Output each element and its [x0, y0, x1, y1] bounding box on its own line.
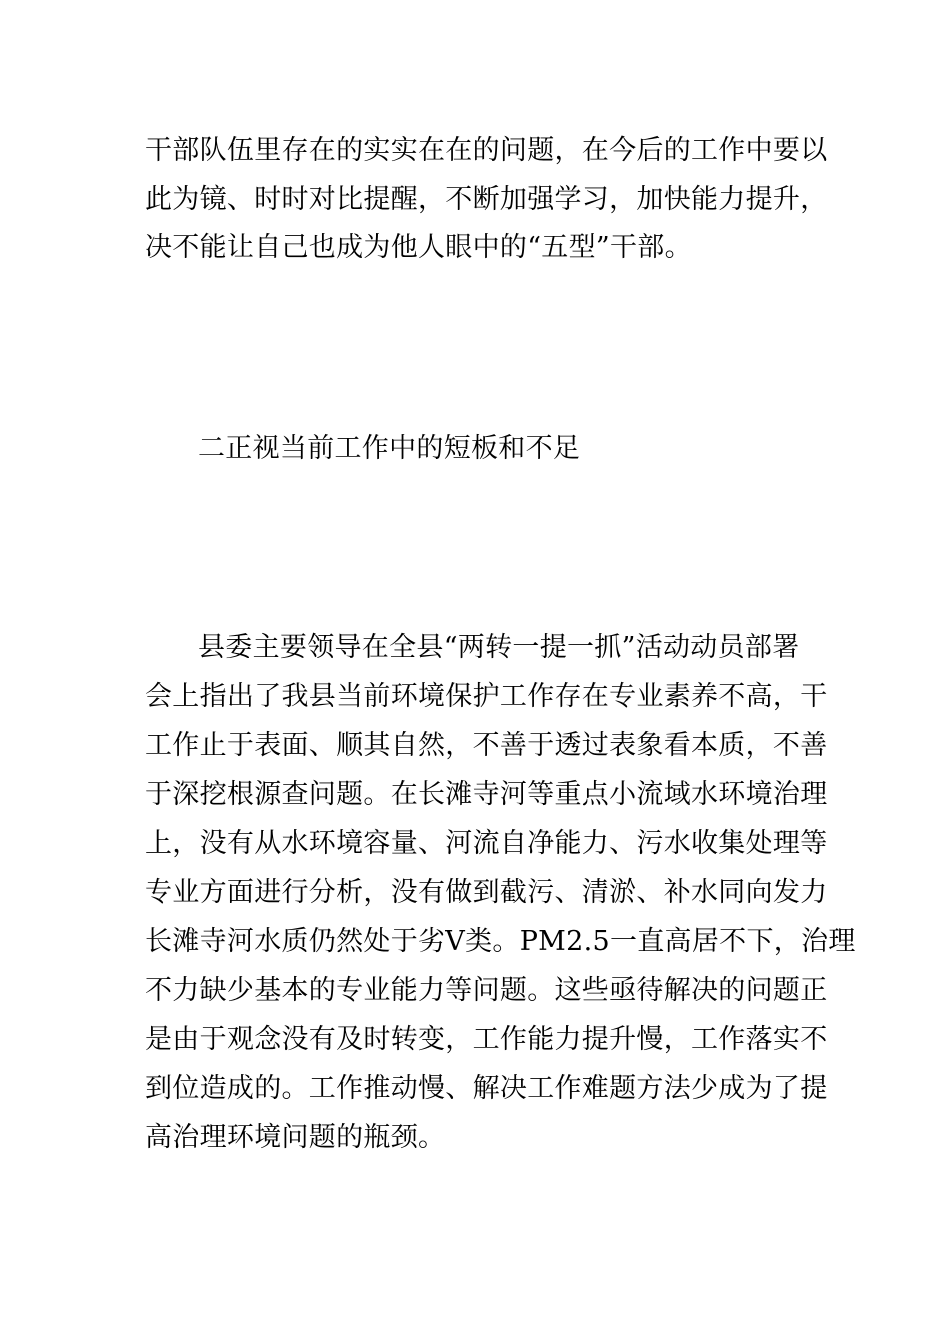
text-line: 工作止于表面、顺其自然，不善于透过表象看本质，不善 [145, 730, 828, 761]
text-line: 干部队伍里存在的实实在在的问题，在今后的工作中要以 [145, 135, 828, 166]
text-line: 长滩寺河水质仍然处于劣Ⅴ类。PM2.5一直高居不下，治理 [145, 926, 856, 957]
text-line: 到位造成的。工作推动慢、解决工作难题方法少成为了提 [145, 1073, 828, 1104]
text-line: 专业方面进行分析，没有做到截污、清淤、补水同向发力 [145, 877, 828, 908]
text-line: 上，没有从水环境容量、河流自净能力、污水收集处理等 [145, 828, 828, 859]
text-line: 此为镜、时时对比提醒，不断加强学习，加快能力提升， [145, 184, 828, 215]
text-line: 决不能让自己也成为他人眼中的“五型”干部。 [145, 232, 692, 263]
text-line: 县委主要领导在全县“两转一提一抓”活动动员部署 [198, 632, 800, 663]
text-line: 是由于观念没有及时转变，工作能力提升慢，工作落实不 [145, 1024, 828, 1055]
text-line: 于深挖根源查问题。在长滩寺河等重点小流域水环境治理 [145, 779, 828, 810]
text-line: 不力缺少基本的专业能力等问题。这些亟待解决的问题正 [145, 975, 828, 1006]
text-line: 会上指出了我县当前环境保护工作存在专业素养不高，干 [145, 681, 828, 712]
text-line: 高治理环境问题的瓶颈。 [145, 1122, 446, 1153]
section-heading: 二正视当前工作中的短板和不足 [198, 433, 581, 464]
